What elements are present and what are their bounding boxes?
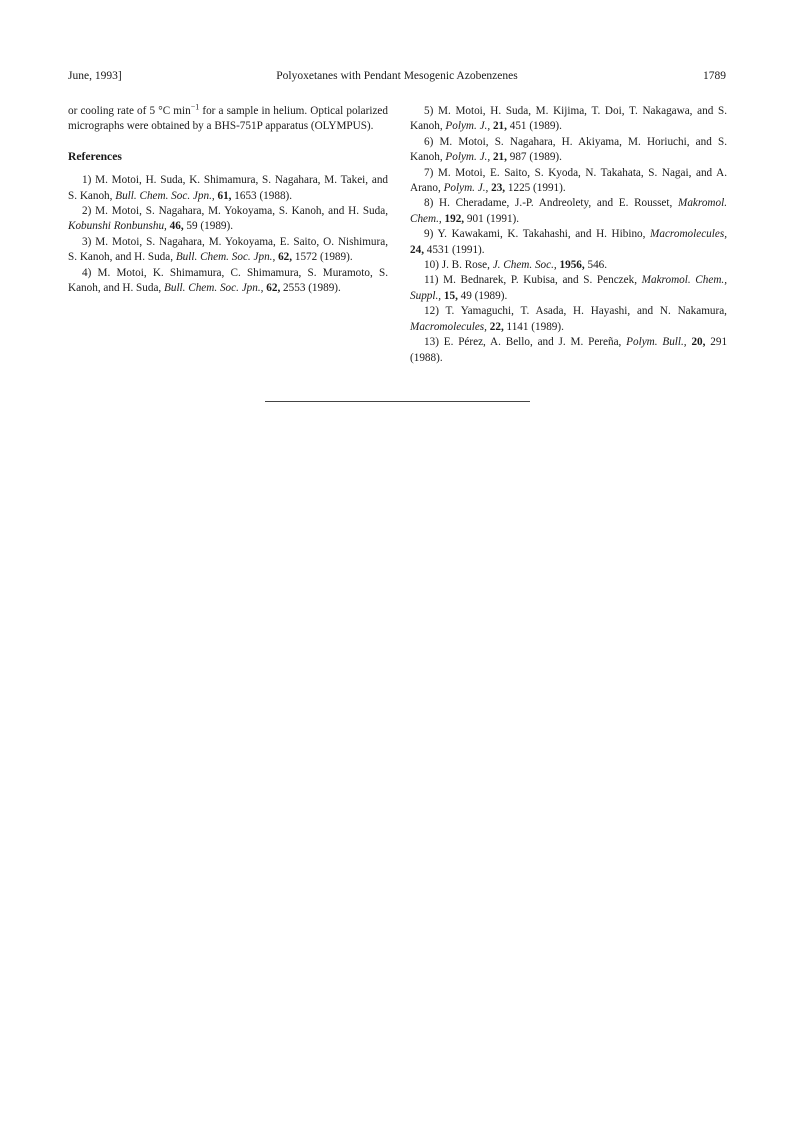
- right-column: [410, 104, 727, 366]
- reference-authors: H. Cheradame, J.-P. Andreolety, and E. Rousset,: [439, 197, 673, 210]
- header-title: Polyoxetanes with Pendant Mesogenic Azobenzenes: [276, 70, 518, 82]
- reference-authors: M. Motoi, S. Nagahara, M. Yokoyama, E. Saito, O. Nishimura, S. Kanoh, and H. Suda,: [68, 235, 388, 264]
- reference-authors: M. Motoi, S. Nagahara, H. Akiyama, M. Horiuchi, and S. Kanoh,: [410, 135, 727, 164]
- reference-list-left: [68, 173, 388, 296]
- reference-number: 5): [424, 105, 434, 117]
- reference-pages-year: 291 (1988).: [410, 336, 728, 364]
- reference-list-right: [410, 104, 727, 366]
- reference-number: 8): [424, 197, 434, 210]
- reference-volume: 20,: [691, 336, 706, 349]
- reference-journal: Makromol. Chem.,: [410, 197, 727, 225]
- reference-item: [410, 196, 727, 227]
- references-heading: References: [68, 149, 122, 163]
- reference-volume: 21,: [492, 120, 507, 133]
- reference-authors: J. B. Rose,: [441, 259, 490, 272]
- reference-pages-year: 59 (1989).: [186, 220, 234, 233]
- reference-volume: 61,: [217, 189, 232, 202]
- reference-number: 2): [82, 205, 92, 218]
- reference-pages-year: 1141 (1989).: [506, 320, 564, 333]
- reference-pages-year: 1653 (1988).: [234, 189, 293, 202]
- reference-item: [68, 235, 388, 266]
- reference-pages-year: 987 (1989).: [509, 151, 562, 164]
- reference-authors: M. Motoi, S. Nagahara, M. Yokoyama, S. Kanoh, and H. Suda,: [95, 205, 389, 218]
- reference-number: 11): [424, 274, 439, 287]
- reference-authors: Y. Kawakami, K. Takahashi, and H. Hibino,: [437, 228, 646, 241]
- reference-volume: 23,: [491, 182, 506, 195]
- reference-volume: 22,: [489, 320, 504, 333]
- reference-journal: J. Chem. Soc.,: [492, 259, 557, 272]
- reference-authors: M. Motoi, H. Suda, K. Shimamura, S. Nagahara, M. Takei, and S. Kanoh,: [68, 174, 389, 202]
- header-date: June, 1993]: [68, 70, 122, 82]
- reference-item: [68, 173, 388, 204]
- reference-pages-year: 2553 (1989).: [283, 282, 341, 295]
- reference-authors: M. Motoi, K. Shimamura, C. Shimamura, S. Muramoto, S. Kanoh, and H. Suda,: [68, 266, 388, 295]
- reference-volume: 24,: [410, 243, 424, 256]
- reference-pages-year: 546.: [587, 259, 608, 272]
- reference-item: [68, 204, 388, 235]
- reference-item: [68, 266, 388, 297]
- reference-authors: T. Yamaguchi, T. Asada, H. Hayashi, and N. Nakamura,: [445, 305, 727, 318]
- reference-journal: Polym. Bull.,: [626, 336, 687, 349]
- reference-journal: Kobunshi Ronbunshu,: [68, 220, 167, 233]
- reference-item: [410, 304, 727, 335]
- reference-number: 7): [424, 166, 434, 179]
- running-header: [68, 70, 726, 86]
- reference-item: [410, 227, 727, 258]
- reference-volume: 192,: [444, 212, 465, 225]
- reference-journal: Bull. Chem. Soc. Jpn.,: [175, 251, 276, 264]
- reference-pages-year: 4531 (1991).: [426, 243, 485, 256]
- reference-item: [410, 104, 727, 135]
- reference-pages-year: 1572 (1989).: [294, 251, 353, 264]
- end-rule: [265, 401, 530, 402]
- reference-volume: 46,: [169, 220, 184, 233]
- reference-pages-year: 901 (1991).: [466, 212, 520, 225]
- reference-number: 3): [82, 235, 92, 248]
- reference-journal: Polym. J.,: [445, 151, 491, 164]
- reference-journal: Macromolecules,: [650, 228, 727, 241]
- reference-journal: Macromolecules,: [410, 320, 487, 333]
- reference-pages-year: 49 (1989).: [460, 289, 508, 302]
- intro-paragraph: [68, 104, 388, 135]
- reference-authors: E. Pérez, A. Bello, and J. M. Pereña,: [443, 336, 622, 349]
- reference-volume: 62,: [278, 251, 293, 264]
- reference-authors: M. Motoi, E. Saito, S. Kyoda, N. Takahata, S. Nagai, and A. Arano,: [410, 166, 727, 195]
- reference-journal: Makromol. Chem., Suppl.,: [410, 274, 727, 302]
- reference-volume: 15,: [443, 289, 458, 302]
- reference-number: 9): [424, 228, 434, 241]
- reference-number: 6): [424, 135, 434, 148]
- reference-pages-year: 451 (1989).: [509, 120, 562, 133]
- reference-authors: M. Bednarek, P. Kubisa, and S. Penczek,: [443, 274, 637, 287]
- intro-exponent: −1: [190, 102, 200, 112]
- reference-pages-year: 1225 (1991).: [507, 182, 566, 195]
- reference-journal: Polym. J.,: [443, 182, 489, 195]
- reference-volume: 21,: [492, 151, 507, 164]
- reference-number: 12): [424, 305, 439, 318]
- page-number: 1789: [703, 70, 726, 82]
- reference-volume: 62,: [266, 282, 281, 295]
- reference-number: 1): [82, 174, 92, 187]
- reference-journal: Polym. J.,: [445, 120, 491, 133]
- reference-item: [410, 166, 727, 197]
- reference-item: [410, 273, 727, 304]
- reference-number: 4): [82, 266, 92, 279]
- reference-volume: 1956,: [559, 259, 585, 272]
- intro-text-after: for a sample in helium. Optical polarized micrographs were obtained by a BHS-751P apparatus (OLYMPUS).: [68, 105, 388, 133]
- reference-item: [410, 335, 727, 366]
- reference-item: [410, 135, 727, 166]
- reference-number: 13): [424, 336, 439, 349]
- reference-number: 10): [424, 259, 439, 272]
- intro-text-before: or cooling rate of 5 °C min: [68, 105, 191, 117]
- reference-item: [410, 258, 727, 273]
- reference-journal: Bull. Chem. Soc. Jpn.,: [115, 189, 215, 202]
- reference-journal: Bull. Chem. Soc. Jpn.,: [164, 282, 264, 295]
- left-column: [68, 104, 388, 296]
- reference-authors: M. Motoi, H. Suda, M. Kijima, T. Doi, T. Nakagawa, and S. Kanoh,: [410, 105, 727, 133]
